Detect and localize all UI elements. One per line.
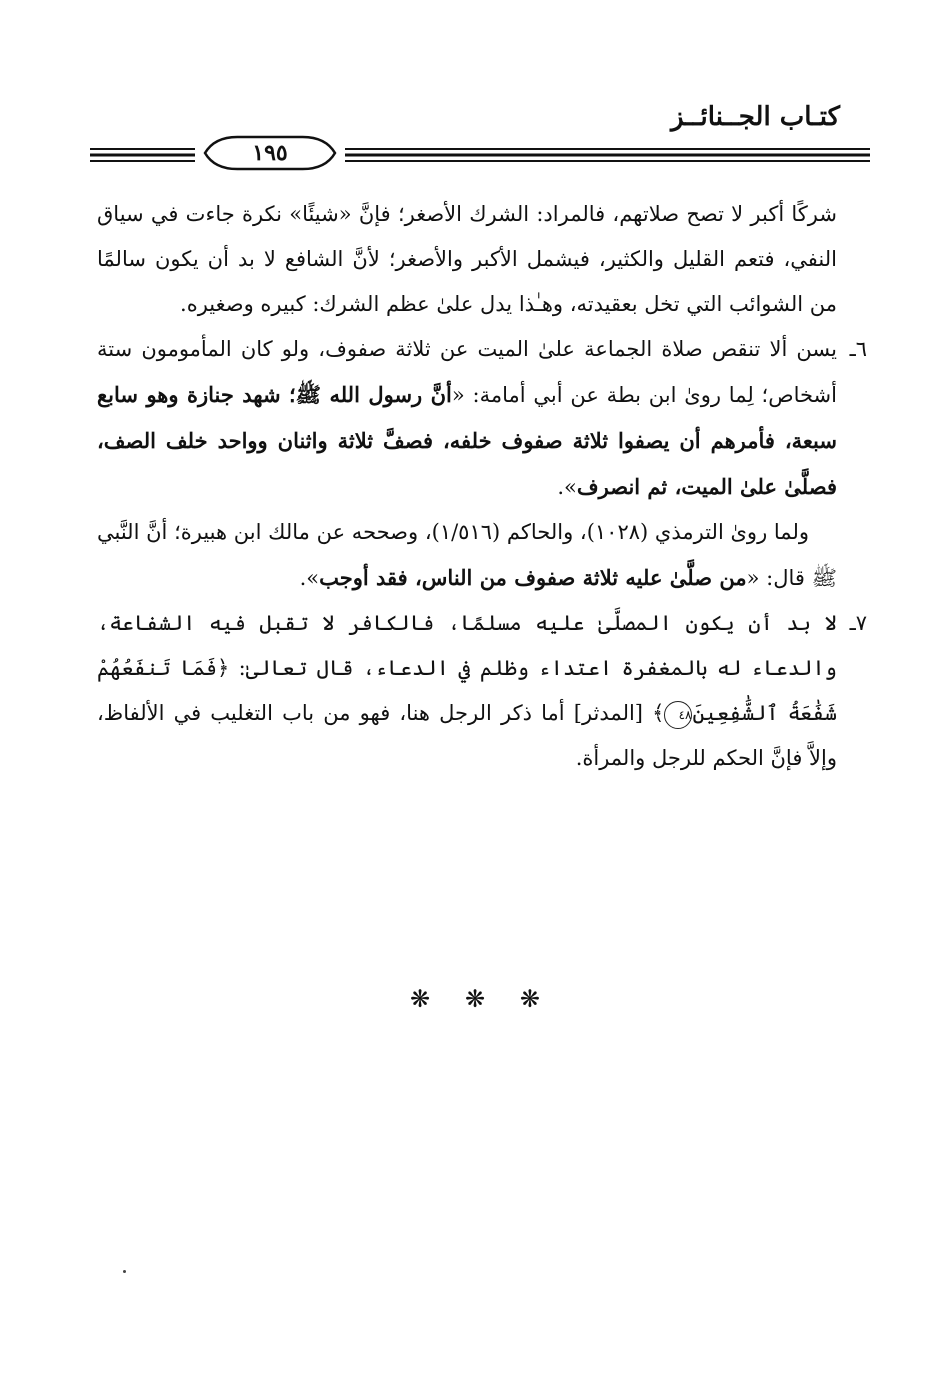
- item-6-close: ».: [557, 475, 577, 499]
- page-body: [97, 192, 867, 781]
- list-item-7: [97, 601, 867, 781]
- hadith-quote-2: من صلَّىٰ عليه ثلاثة صفوف من الناس، فقد أوجب: [319, 565, 747, 590]
- page-number: ١٩٥: [252, 140, 288, 166]
- surah-reference: [المدثر]: [564, 701, 653, 725]
- separator-star-icon: ❋: [410, 985, 431, 1013]
- hadith-quote-1: أنَّ رسول الله ﷺ؛ شهد جنازة وهو سابع سبعة، فأمرهم أن يصفوا ثلاثة صفوف خلفه، فصفَّ ثلاثة واثنان وواحد خلف الصف، فصلَّىٰ علىٰ الميت، ثم انصرف: [97, 382, 837, 499]
- ayah-number-mark: ٤٨: [664, 701, 692, 729]
- tirmidhi-close: ».: [299, 566, 320, 590]
- page-header: [90, 96, 870, 168]
- page-number-frame: [195, 132, 345, 174]
- tirmidhi-text: ولما روىٰ الترمذي (١٠٢٨)، والحاكم (١/٥١٦)، وصححه عن مالك ابن هبيرة؛ أنَّ النَّبي ﷺ قال: «: [97, 520, 837, 590]
- list-item-6: [97, 327, 867, 510]
- running-title: كتـاب الجــنائــز: [670, 102, 840, 132]
- item-7-text: لا بد أن يكون المصلَّىٰ عليه مسلمًا، فالكافر لا تقبل فيه الشفاعة، والدعاء له بالمغفرة اعتداء وظلم في الدعاء، قال تعالىٰ:: [97, 611, 837, 680]
- separator-star-icon: ❋: [519, 985, 540, 1013]
- paragraph-tirmidhi: [97, 510, 837, 601]
- item-6-text: يسن ألا تنقص صلاة الجماعة علىٰ الميت عن ثلاثة صفوف، ولو كان المأمومون ستة أشخاص؛ لِما روىٰ ابن بطة عن أبي أمامة: «: [97, 337, 837, 407]
- scan-speck: [123, 1270, 126, 1273]
- paragraph-continuation: شركًا أكبر لا تصح صلاتهم، فالمراد: الشرك الأصغر؛ فإنَّ «شيئًا» نكرة جاءت في سياق النفي، فتعم القليل والكثير، فيشمل الأكبر والأصغر؛ لأنَّ الشافع لا بد أن يكون سالمًا من الشوائب التي تخل بعقيدته، وهـٰذا يدل علىٰ عظم الشرك: كبيره وصغيره.: [97, 202, 837, 316]
- quran-verse: ﴿فَمَا تَنفَعُهُمْ شَفَٰعَةُ ٱلشَّٰفِعِينَ: [97, 656, 837, 725]
- separator-star-icon: ❋: [464, 985, 486, 1013]
- quran-close-bracket: ﴾: [652, 701, 665, 725]
- item-number-7: ٧ـ: [849, 611, 867, 635]
- section-separator: [410, 985, 540, 1013]
- item-7-text-b: أما ذكر الرجل هنا، فهو من باب التغليب في الألفاظ، وإلاَّ فإنَّ الحكم للرجل والمرأة.: [97, 701, 837, 770]
- item-number-6: ٦ـ: [849, 337, 867, 361]
